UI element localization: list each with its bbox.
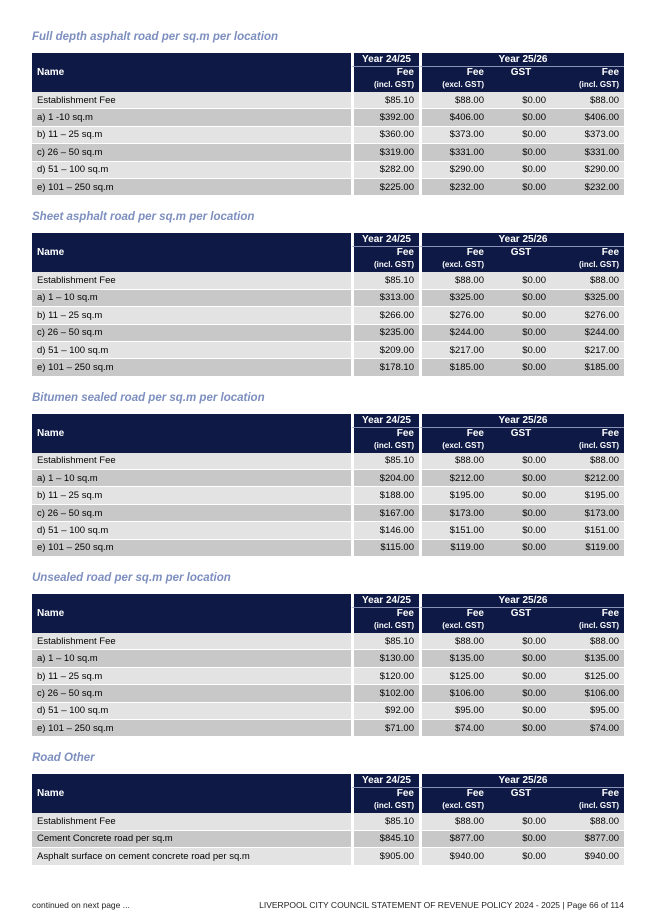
fee-excl-cell: $290.00: [419, 162, 489, 179]
page-footer: [32, 900, 624, 914]
incl-gst-subheader: (incl. GST): [553, 800, 624, 813]
section-title: Full depth asphalt road per sq.m per location: [32, 31, 279, 43]
gst-cell: $0.00: [489, 179, 553, 196]
gst-cell: $0.00: [489, 685, 553, 702]
fee-prev-header: Fee: [351, 67, 419, 79]
table-row: [32, 109, 624, 126]
fee-name-cell: Establishment Fee: [32, 272, 351, 289]
table-row: [32, 703, 624, 720]
fee-schedule-content: [32, 30, 624, 880]
gst-header: GST: [489, 247, 553, 272]
fee-prev-cell: $85.10: [351, 453, 419, 470]
fee-incl-cell: $325.00: [553, 290, 624, 307]
gst-cell: $0.00: [489, 505, 553, 522]
fee-name-cell: e) 101 – 250 sq.m: [32, 720, 351, 737]
table-row: [32, 359, 624, 376]
fee-incl-cell: $151.00: [553, 522, 624, 539]
gst-cell: $0.00: [489, 848, 553, 865]
fee-incl-cell: $877.00: [553, 831, 624, 848]
gst-cell: $0.00: [489, 307, 553, 324]
fee-incl-cell: $195.00: [553, 487, 624, 504]
incl-gst-subheader: (incl. GST): [553, 620, 624, 633]
fee-incl-cell: $88.00: [553, 813, 624, 830]
fee-prev-cell: $188.00: [351, 487, 419, 504]
fee-incl-cell: $88.00: [553, 92, 624, 109]
fee-incl-header: Fee: [553, 788, 624, 800]
section-title: Road Other: [32, 752, 95, 765]
fee-table: [32, 233, 624, 376]
fee-excl-cell: $940.00: [419, 848, 489, 865]
fee-prev-cell: $167.00: [351, 505, 419, 522]
fee-name-cell: e) 101 – 250 sq.m: [32, 540, 351, 557]
fee-excl-cell: $244.00: [419, 325, 489, 342]
fee-prev-cell: $146.00: [351, 522, 419, 539]
fee-excl-cell: $185.00: [419, 359, 489, 376]
fee-excl-cell: $88.00: [419, 633, 489, 650]
excl-gst-subheader: (excl. GST): [419, 440, 489, 453]
table-row: [32, 668, 624, 685]
fee-excl-header: Fee: [419, 608, 489, 620]
fee-prev-cell: $319.00: [351, 144, 419, 161]
fee-incl-cell: $217.00: [553, 342, 624, 359]
name-column-header: Name: [32, 233, 351, 272]
fee-name-cell: d) 51 – 100 sq.m: [32, 342, 351, 359]
year-curr-header: Year 25/26: [419, 774, 624, 788]
fee-prev-cell: $204.00: [351, 470, 419, 487]
gst-cell: $0.00: [489, 831, 553, 848]
fee-incl-cell: $106.00: [553, 685, 624, 702]
fee-name-cell: d) 51 – 100 sq.m: [32, 522, 351, 539]
fee-incl-cell: $173.00: [553, 505, 624, 522]
fee-excl-cell: $212.00: [419, 470, 489, 487]
gst-header: GST: [489, 428, 553, 453]
fee-prev-cell: $313.00: [351, 290, 419, 307]
gst-cell: $0.00: [489, 92, 553, 109]
fee-excl-cell: $217.00: [419, 342, 489, 359]
fee-name-cell: a) 1 – 10 sq.m: [32, 290, 351, 307]
table-row: [32, 470, 624, 487]
fee-name-cell: Establishment Fee: [32, 633, 351, 650]
fee-excl-header: Fee: [419, 428, 489, 440]
fee-name-cell: c) 26 – 50 sq.m: [32, 144, 351, 161]
table-row: [32, 540, 624, 557]
incl-gst-subheader: (incl. GST): [351, 79, 419, 92]
fee-excl-cell: $406.00: [419, 109, 489, 126]
fee-prev-cell: $85.10: [351, 272, 419, 289]
fee-excl-cell: $88.00: [419, 813, 489, 830]
fee-excl-cell: $125.00: [419, 668, 489, 685]
table-row: [32, 650, 624, 667]
fee-incl-cell: $135.00: [553, 650, 624, 667]
table-row: [32, 179, 624, 196]
fee-name-cell: e) 101 – 250 sq.m: [32, 359, 351, 376]
fee-name-cell: a) 1 – 10 sq.m: [32, 650, 351, 667]
fee-incl-cell: $88.00: [553, 453, 624, 470]
fee-excl-cell: $373.00: [419, 127, 489, 144]
fee-incl-cell: $244.00: [553, 325, 624, 342]
fee-incl-header: Fee: [553, 428, 624, 440]
fee-incl-cell: $119.00: [553, 540, 624, 557]
fee-name-cell: Establishment Fee: [32, 453, 351, 470]
fee-prev-header: Fee: [351, 247, 419, 259]
fee-incl-cell: $276.00: [553, 307, 624, 324]
fee-excl-header: Fee: [419, 788, 489, 800]
fee-excl-cell: $325.00: [419, 290, 489, 307]
section-title: Bitumen sealed road per sq.m per location: [32, 391, 265, 404]
fee-name-cell: Establishment Fee: [32, 92, 351, 109]
fee-excl-cell: $195.00: [419, 487, 489, 504]
gst-cell: $0.00: [489, 470, 553, 487]
gst-cell: $0.00: [489, 540, 553, 557]
fee-excl-cell: $95.00: [419, 703, 489, 720]
gst-cell: $0.00: [489, 703, 553, 720]
fee-excl-cell: $877.00: [419, 831, 489, 848]
fee-name-cell: c) 26 – 50 sq.m: [32, 685, 351, 702]
table-row: [32, 522, 624, 539]
fee-name-cell: d) 51 – 100 sq.m: [32, 703, 351, 720]
gst-cell: $0.00: [489, 720, 553, 737]
fee-prev-cell: $225.00: [351, 179, 419, 196]
gst-cell: $0.00: [489, 633, 553, 650]
gst-cell: $0.00: [489, 359, 553, 376]
table-row: [32, 831, 624, 848]
fee-incl-cell: $406.00: [553, 109, 624, 126]
fee-name-cell: b) 11 – 25 sq.m: [32, 668, 351, 685]
fee-prev-cell: $905.00: [351, 848, 419, 865]
table-row: [32, 487, 624, 504]
document-page-info: LIVERPOOL CITY COUNCIL STATEMENT OF REVENUE POLICY 2024 - 2025 | Page 66 of 114: [259, 900, 624, 910]
fee-excl-cell: $88.00: [419, 453, 489, 470]
table-row: [32, 848, 624, 865]
fee-prev-cell: $85.10: [351, 92, 419, 109]
gst-cell: $0.00: [489, 144, 553, 161]
fee-excl-cell: $276.00: [419, 307, 489, 324]
fee-prev-cell: $235.00: [351, 325, 419, 342]
fee-prev-cell: $392.00: [351, 109, 419, 126]
year-prev-header: Year 24/25: [351, 53, 419, 67]
fee-table: [32, 774, 624, 865]
gst-cell: $0.00: [489, 272, 553, 289]
fee-name-cell: Cement Concrete road per sq.m: [32, 831, 351, 848]
incl-gst-subheader: (incl. GST): [553, 79, 624, 92]
incl-gst-subheader: (incl. GST): [351, 620, 419, 633]
year-curr-header: Year 25/26: [419, 414, 624, 428]
fee-excl-cell: $106.00: [419, 685, 489, 702]
gst-cell: $0.00: [489, 668, 553, 685]
fee-name-cell: a) 1 – 10 sq.m: [32, 470, 351, 487]
gst-header: GST: [489, 608, 553, 633]
fee-name-cell: a) 1 -10 sq.m: [32, 109, 351, 126]
incl-gst-subheader: (incl. GST): [351, 440, 419, 453]
table-row: [32, 144, 624, 161]
table-row: [32, 272, 624, 289]
table-row: [32, 633, 624, 650]
fee-prev-cell: $845.10: [351, 831, 419, 848]
table-row: [32, 342, 624, 359]
fee-excl-cell: $119.00: [419, 540, 489, 557]
fee-name-cell: c) 26 – 50 sq.m: [32, 505, 351, 522]
fee-prev-cell: $115.00: [351, 540, 419, 557]
fee-excl-cell: $173.00: [419, 505, 489, 522]
incl-gst-subheader: (incl. GST): [553, 259, 624, 272]
fee-prev-cell: $92.00: [351, 703, 419, 720]
fee-prev-cell: $85.10: [351, 633, 419, 650]
fee-prev-cell: $266.00: [351, 307, 419, 324]
year-prev-header: Year 24/25: [351, 414, 419, 428]
fee-incl-header: Fee: [553, 608, 624, 620]
fee-incl-cell: $373.00: [553, 127, 624, 144]
fee-incl-cell: $125.00: [553, 668, 624, 685]
table-row: [32, 127, 624, 144]
table-row: [32, 290, 624, 307]
fee-excl-cell: $331.00: [419, 144, 489, 161]
incl-gst-subheader: (incl. GST): [553, 440, 624, 453]
gst-header: GST: [489, 788, 553, 813]
fee-prev-header: Fee: [351, 428, 419, 440]
fee-incl-cell: $88.00: [553, 272, 624, 289]
fee-prev-cell: $102.00: [351, 685, 419, 702]
gst-cell: $0.00: [489, 109, 553, 126]
gst-cell: $0.00: [489, 522, 553, 539]
excl-gst-subheader: (excl. GST): [419, 620, 489, 633]
year-prev-header: Year 24/25: [351, 774, 419, 788]
gst-cell: $0.00: [489, 650, 553, 667]
year-curr-header: Year 25/26: [419, 594, 624, 608]
fee-prev-header: Fee: [351, 788, 419, 800]
excl-gst-subheader: (excl. GST): [419, 259, 489, 272]
fee-name-cell: b) 11 – 25 sq.m: [32, 487, 351, 504]
fee-prev-cell: $282.00: [351, 162, 419, 179]
fee-excl-cell: $151.00: [419, 522, 489, 539]
year-curr-header: Year 25/26: [419, 53, 624, 67]
name-column-header: Name: [32, 594, 351, 633]
fee-prev-cell: $120.00: [351, 668, 419, 685]
fee-prev-cell: $209.00: [351, 342, 419, 359]
fee-name-cell: b) 11 – 25 sq.m: [32, 307, 351, 324]
fee-table: [32, 53, 624, 196]
fee-excl-header: Fee: [419, 247, 489, 259]
table-row: [32, 505, 624, 522]
continued-note: continued on next page ...: [32, 900, 130, 910]
fee-incl-cell: $940.00: [553, 848, 624, 865]
fee-excl-cell: $74.00: [419, 720, 489, 737]
fee-name-cell: c) 26 – 50 sq.m: [32, 325, 351, 342]
gst-cell: $0.00: [489, 342, 553, 359]
fee-excl-cell: $232.00: [419, 179, 489, 196]
fee-prev-cell: $71.00: [351, 720, 419, 737]
gst-cell: $0.00: [489, 813, 553, 830]
fee-prev-cell: $360.00: [351, 127, 419, 144]
table-row: [32, 720, 624, 737]
fee-prev-cell: $130.00: [351, 650, 419, 667]
table-row: [32, 162, 624, 179]
fee-name-cell: d) 51 – 100 sq.m: [32, 162, 351, 179]
year-prev-header: Year 24/25: [351, 233, 419, 247]
gst-cell: $0.00: [489, 290, 553, 307]
incl-gst-subheader: (incl. GST): [351, 259, 419, 272]
fee-incl-cell: $232.00: [553, 179, 624, 196]
fee-incl-cell: $88.00: [553, 633, 624, 650]
gst-cell: $0.00: [489, 453, 553, 470]
fee-incl-cell: $95.00: [553, 703, 624, 720]
excl-gst-subheader: (excl. GST): [419, 800, 489, 813]
fee-name-cell: e) 101 – 250 sq.m: [32, 179, 351, 196]
table-row: [32, 325, 624, 342]
fee-incl-cell: $74.00: [553, 720, 624, 737]
fee-incl-header: Fee: [553, 247, 624, 259]
year-prev-header: Year 24/25: [351, 594, 419, 608]
fee-name-cell: b) 11 – 25 sq.m: [32, 127, 351, 144]
fee-table: [32, 414, 624, 557]
gst-cell: $0.00: [489, 325, 553, 342]
fee-excl-cell: $88.00: [419, 92, 489, 109]
table-row: [32, 685, 624, 702]
table-row: [32, 453, 624, 470]
year-curr-header: Year 25/26: [419, 233, 624, 247]
table-row: [32, 307, 624, 324]
name-column-header: Name: [32, 53, 351, 92]
gst-cell: $0.00: [489, 162, 553, 179]
fee-excl-cell: $88.00: [419, 272, 489, 289]
fee-name-cell: Establishment Fee: [32, 813, 351, 830]
fee-incl-cell: $290.00: [553, 162, 624, 179]
table-row: [32, 92, 624, 109]
fee-incl-cell: $331.00: [553, 144, 624, 161]
fee-table: [32, 594, 624, 737]
fee-prev-cell: $85.10: [351, 813, 419, 830]
fee-name-cell: Asphalt surface on cement concrete road per sq.m: [32, 848, 351, 865]
name-column-header: Name: [32, 774, 351, 813]
name-column-header: Name: [32, 414, 351, 453]
gst-cell: $0.00: [489, 127, 553, 144]
fee-incl-cell: $185.00: [553, 359, 624, 376]
incl-gst-subheader: (incl. GST): [351, 800, 419, 813]
gst-header: GST: [489, 67, 553, 92]
fee-excl-header: Fee: [419, 67, 489, 79]
fee-excl-cell: $135.00: [419, 650, 489, 667]
excl-gst-subheader: (excl. GST): [419, 79, 489, 92]
section-title: Sheet asphalt road per sq.m per location: [32, 211, 255, 224]
fee-prev-cell: $178.10: [351, 359, 419, 376]
table-row: [32, 813, 624, 830]
fee-prev-header: Fee: [351, 608, 419, 620]
gst-cell: $0.00: [489, 487, 553, 504]
fee-incl-header: Fee: [553, 67, 624, 79]
fee-incl-cell: $212.00: [553, 470, 624, 487]
section-title: Unsealed road per sq.m per location: [32, 572, 231, 585]
